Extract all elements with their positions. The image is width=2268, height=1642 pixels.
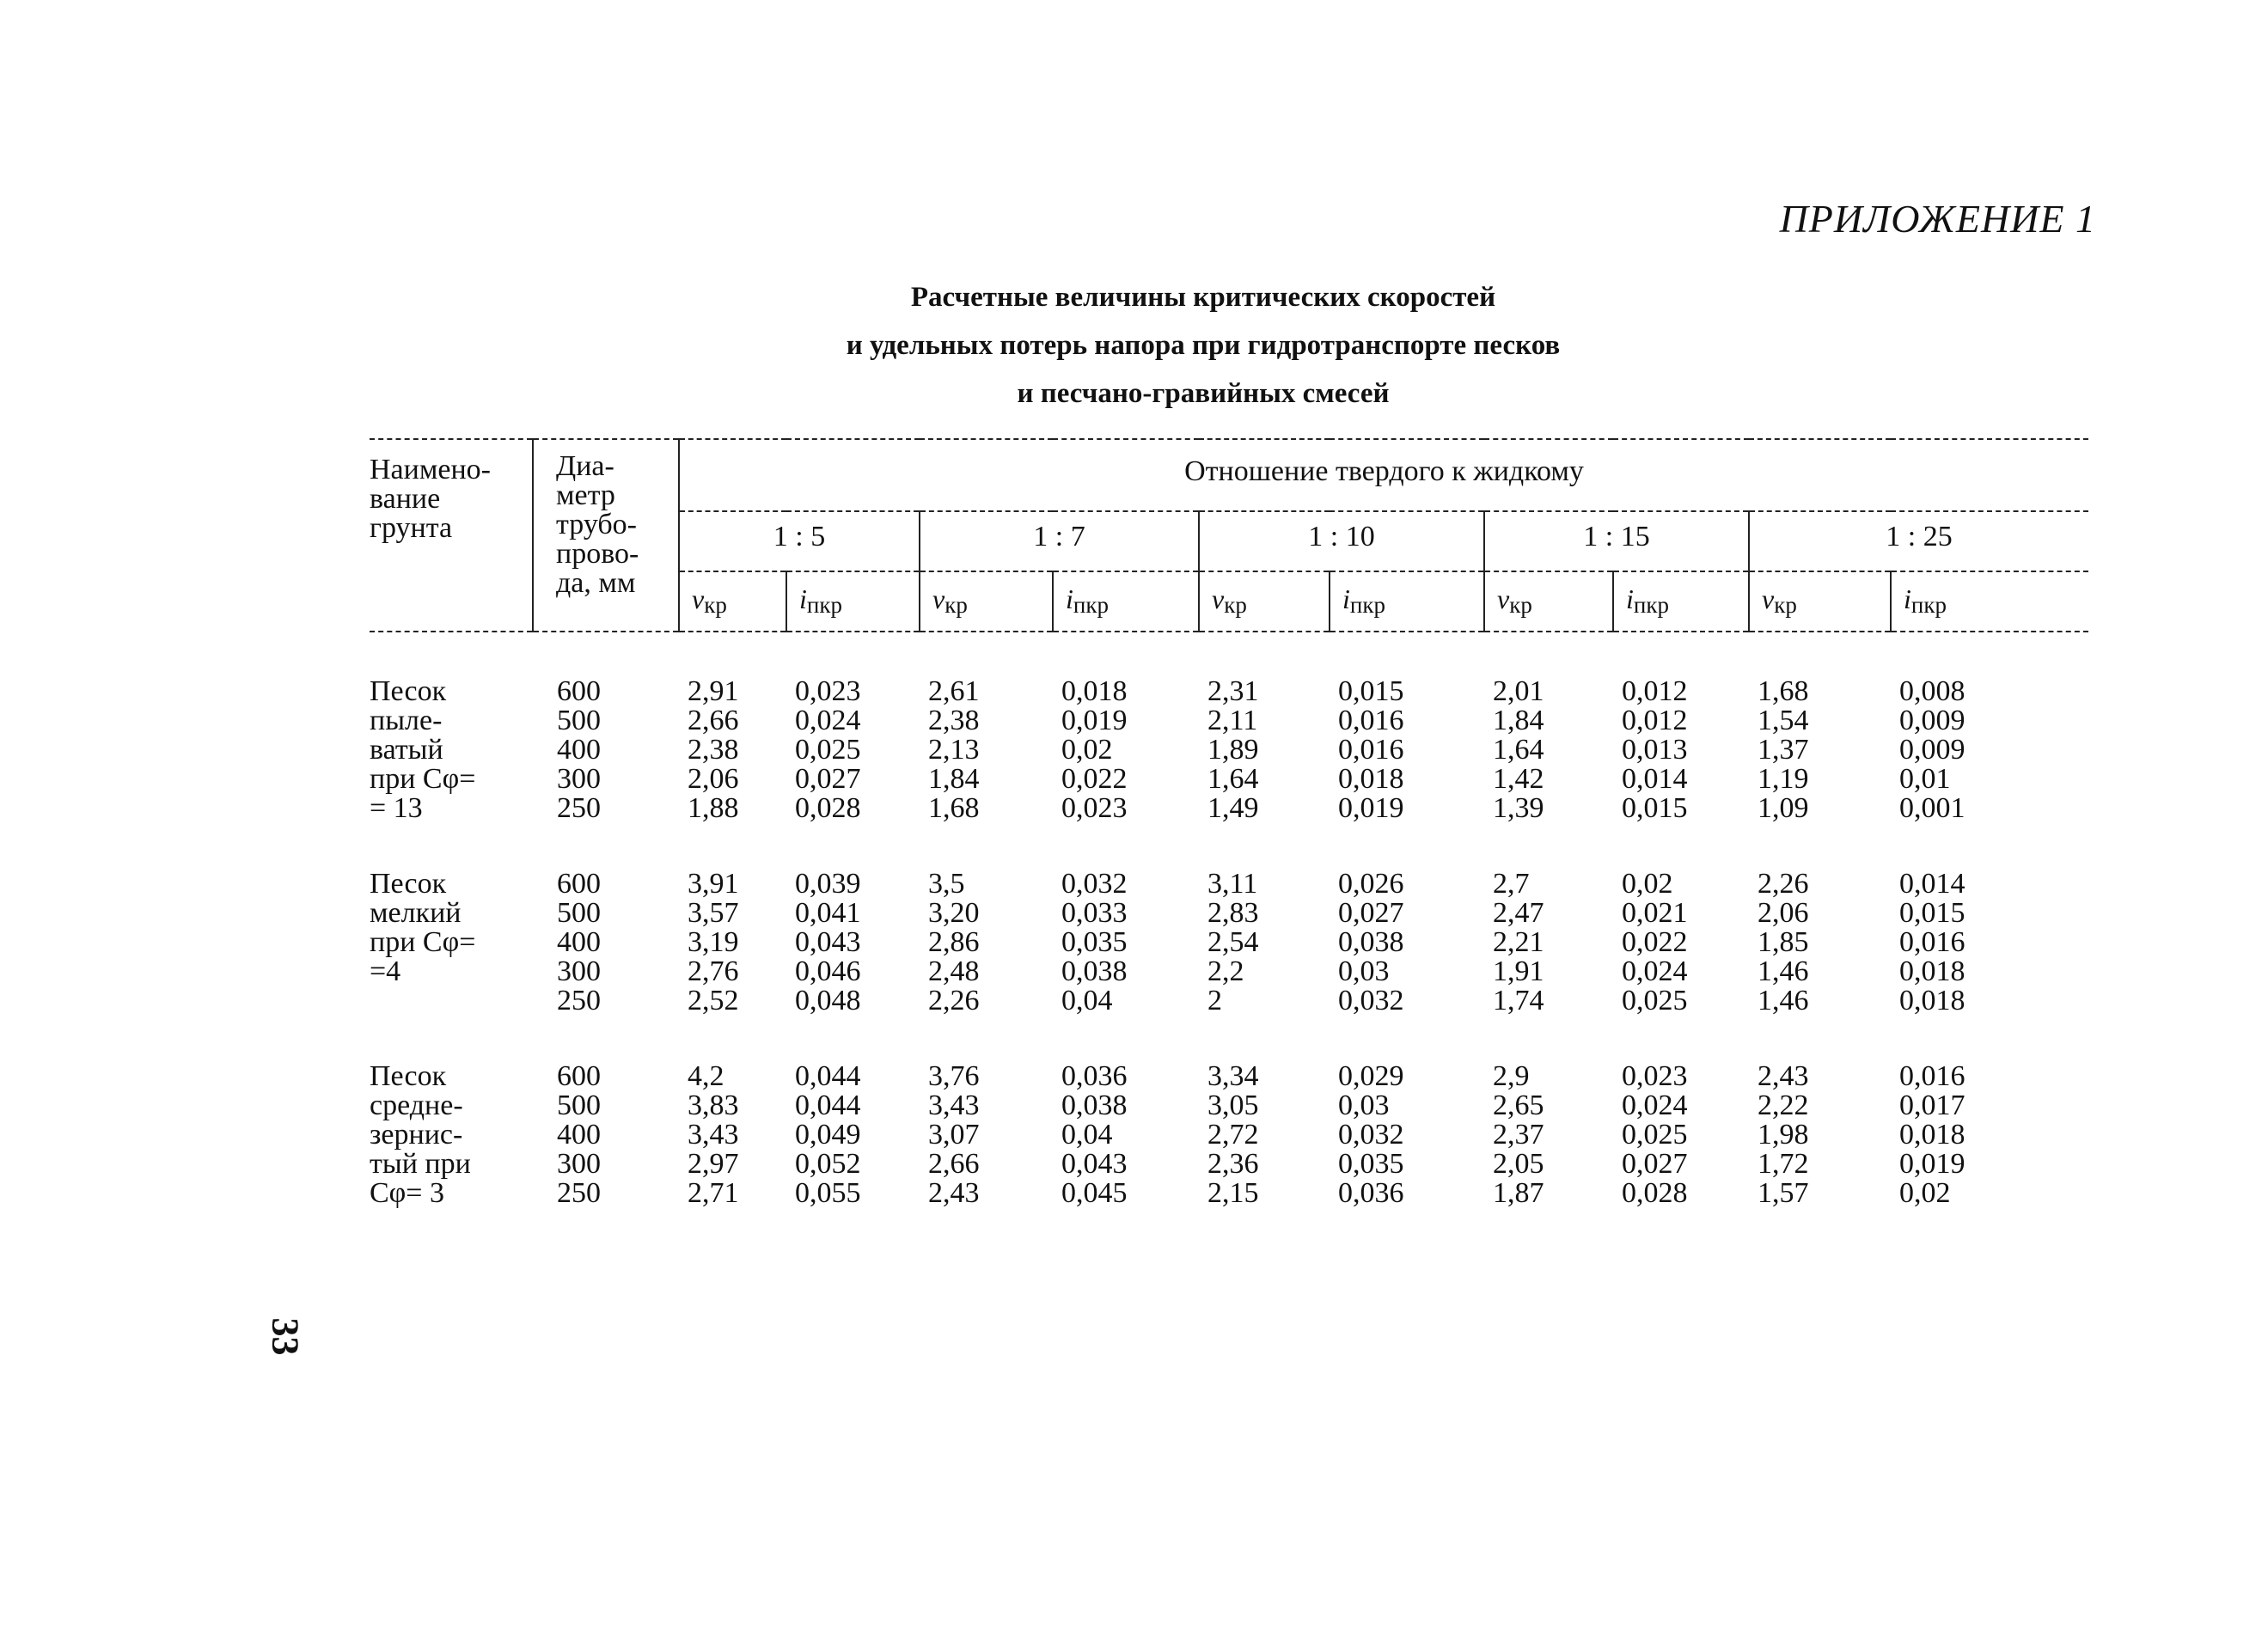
table-row	[370, 765, 2088, 794]
velocity-cell: 1,57	[1758, 1177, 1809, 1209]
velocity-cell: 1,54	[1758, 705, 1809, 736]
velocity-cell: 3,43	[688, 1119, 739, 1151]
head-loss-cell: 0,018	[1061, 675, 1128, 707]
table-row	[370, 706, 2088, 736]
velocity-cell: 3,07	[928, 1119, 980, 1151]
diameter-cell: 600	[557, 675, 601, 707]
head-loss-cell: 0,012	[1622, 705, 1688, 736]
velocity-cell: 1,88	[688, 792, 739, 824]
table-row	[370, 677, 2088, 706]
head-loss-cell: 0,035	[1338, 1148, 1404, 1180]
head-loss-cell: 0,028	[1622, 1177, 1688, 1209]
head-loss-cell: 0,04	[1061, 985, 1113, 1016]
head-loss-cell: 0,035	[1061, 926, 1128, 958]
velocity-cell: 1,68	[928, 792, 980, 824]
head-loss-cell: 0,038	[1061, 955, 1128, 987]
velocity-cell: 2,91	[688, 675, 739, 707]
velocity-cell: 1,46	[1758, 985, 1809, 1016]
head-loss-cell: 0,027	[795, 763, 861, 795]
velocity-cell: 3,11	[1207, 868, 1258, 900]
title-line-3: и песчано-гравийных смесей	[1017, 378, 1390, 409]
diameter-cell: 400	[557, 926, 601, 958]
velocity-cell: 1,98	[1758, 1119, 1809, 1151]
head-loss-cell: 0,03	[1338, 1090, 1390, 1121]
velocity-symbol-header: vкр	[920, 571, 1053, 632]
table-row	[370, 1179, 2088, 1208]
head-loss-cell: 0,045	[1061, 1177, 1128, 1209]
velocity-cell: 1,91	[1493, 955, 1544, 987]
head-loss-cell: 0,043	[795, 926, 861, 958]
head-loss-cell: 0,016	[1899, 926, 1965, 958]
head-loss-cell: 0,043	[1061, 1148, 1128, 1180]
velocity-cell: 3,91	[688, 868, 739, 900]
diameter-cell: 400	[557, 1119, 601, 1151]
velocity-cell: 2,38	[688, 734, 739, 766]
velocity-cell: 2,71	[688, 1177, 739, 1209]
ratio-header: 1 : 15	[1484, 511, 1749, 571]
head-loss-cell: 0,032	[1338, 985, 1404, 1016]
diameter-cell: 500	[557, 1090, 601, 1121]
head-loss-cell: 0,024	[1622, 1090, 1688, 1121]
ratio-header: 1 : 25	[1749, 511, 2088, 571]
velocity-cell: 1,87	[1493, 1177, 1544, 1209]
velocity-cell: 3,19	[688, 926, 739, 958]
head-loss-cell: 0,014	[1622, 763, 1688, 795]
table-row	[370, 736, 2088, 765]
head-loss-cell: 0,017	[1899, 1090, 1965, 1121]
velocity-cell: 3,5	[928, 868, 965, 900]
diameter-cell: 400	[557, 734, 601, 766]
head-loss-cell: 0,048	[795, 985, 861, 1016]
head-loss-cell: 0,02	[1061, 734, 1113, 766]
table-row	[370, 870, 2088, 899]
velocity-cell: 2,15	[1207, 1177, 1259, 1209]
head-loss-symbol-header: iпкр	[786, 571, 920, 632]
velocity-cell: 2,43	[1758, 1060, 1809, 1092]
velocity-cell: 2	[1207, 985, 1222, 1016]
diameter-cell: 500	[557, 705, 601, 736]
velocity-cell: 1,64	[1207, 763, 1259, 795]
diameter-cell: 300	[557, 1148, 601, 1180]
table-row	[370, 1062, 2088, 1091]
head-loss-cell: 0,018	[1899, 1119, 1965, 1151]
head-loss-cell: 0,027	[1338, 897, 1404, 929]
head-loss-symbol-header: iпкр	[1613, 571, 1749, 632]
head-loss-cell: 0,019	[1899, 1148, 1965, 1180]
table-row	[370, 957, 2088, 986]
head-loss-cell: 0,021	[1622, 897, 1688, 929]
velocity-cell: 2,13	[928, 734, 980, 766]
head-loss-cell: 0,026	[1338, 868, 1404, 900]
velocity-cell: 1,72	[1758, 1148, 1809, 1180]
head-loss-cell: 0,019	[1338, 792, 1404, 824]
head-loss-cell: 0,046	[795, 955, 861, 987]
velocity-cell: 4,2	[688, 1060, 724, 1092]
table-row	[370, 928, 2088, 957]
ratio-header: 1 : 10	[1199, 511, 1484, 571]
velocity-cell: 2,61	[928, 675, 980, 707]
head-loss-cell: 0,012	[1622, 675, 1688, 707]
diameter-cell: 600	[557, 1060, 601, 1092]
velocity-cell: 2,01	[1493, 675, 1544, 707]
head-loss-cell: 0,009	[1899, 705, 1965, 736]
velocity-cell: 1,49	[1207, 792, 1259, 824]
velocity-cell: 2,11	[1207, 705, 1258, 736]
velocity-cell: 2,26	[928, 985, 980, 1016]
velocity-cell: 2,65	[1493, 1090, 1544, 1121]
head-loss-cell: 0,055	[795, 1177, 861, 1209]
head-loss-cell: 0,015	[1622, 792, 1688, 824]
velocity-cell: 1,84	[928, 763, 980, 795]
head-loss-cell: 0,018	[1338, 763, 1404, 795]
head-loss-cell: 0,02	[1899, 1177, 1951, 1209]
velocity-cell: 3,05	[1207, 1090, 1259, 1121]
table-row	[370, 986, 2088, 1016]
header-soil-name: Наимено- вание грунта	[370, 439, 533, 632]
velocity-cell: 3,76	[928, 1060, 980, 1092]
head-loss-cell: 0,013	[1622, 734, 1688, 766]
head-loss-cell: 0,016	[1899, 1060, 1965, 1092]
table-title	[773, 273, 1633, 418]
velocity-cell: 2,66	[928, 1148, 980, 1180]
velocity-cell: 2,72	[1207, 1119, 1259, 1151]
head-loss-cell: 0,033	[1061, 897, 1128, 929]
diameter-cell: 600	[557, 868, 601, 900]
soil-name-cell: Песок средне- зернис- тый при Cφ= 3	[370, 1060, 471, 1209]
velocity-cell: 2,06	[1758, 897, 1809, 929]
velocity-cell: 1,68	[1758, 675, 1809, 707]
diameter-cell: 250	[557, 1177, 601, 1209]
velocity-cell: 2,22	[1758, 1090, 1809, 1121]
velocity-cell: 1,19	[1758, 763, 1809, 795]
critical-velocity-table	[370, 438, 2088, 1208]
head-loss-cell: 0,038	[1061, 1090, 1128, 1121]
velocity-cell: 2,86	[928, 926, 980, 958]
soil-name-cell: Песок пыле- ватый при Cφ= = 13	[370, 675, 476, 824]
head-loss-cell: 0,032	[1338, 1119, 1404, 1151]
header-solid-liquid-ratio: Отношение твердого к жидкому	[679, 439, 2088, 511]
velocity-symbol-header: vкр	[679, 571, 786, 632]
velocity-cell: 2,2	[1207, 955, 1244, 987]
head-loss-symbol-header: iпкр	[1053, 571, 1199, 632]
velocity-cell: 2,83	[1207, 897, 1259, 929]
velocity-cell: 1,89	[1207, 734, 1259, 766]
velocity-cell: 2,48	[928, 955, 980, 987]
diameter-cell: 300	[557, 955, 601, 987]
head-loss-cell: 0,041	[795, 897, 861, 929]
head-loss-cell: 0,044	[795, 1090, 861, 1121]
velocity-cell: 2,05	[1493, 1148, 1544, 1180]
velocity-cell: 3,20	[928, 897, 980, 929]
table-row	[370, 1091, 2088, 1120]
velocity-cell: 2,47	[1493, 897, 1544, 929]
head-loss-cell: 0,015	[1899, 897, 1965, 929]
table-row	[370, 1150, 2088, 1179]
velocity-cell: 2,31	[1207, 675, 1259, 707]
velocity-symbol-header: vкр	[1199, 571, 1330, 632]
head-loss-cell: 0,024	[1622, 955, 1688, 987]
velocity-cell: 3,34	[1207, 1060, 1259, 1092]
appendix-heading: ПРИЛОЖЕНИЕ 1	[1779, 197, 2096, 241]
head-loss-cell: 0,016	[1338, 705, 1404, 736]
diameter-cell: 250	[557, 792, 601, 824]
head-loss-cell: 0,019	[1061, 705, 1128, 736]
head-loss-cell: 0,038	[1338, 926, 1404, 958]
head-loss-cell: 0,027	[1622, 1148, 1688, 1180]
head-loss-cell: 0,036	[1338, 1177, 1404, 1209]
head-loss-cell: 0,022	[1061, 763, 1128, 795]
head-loss-cell: 0,03	[1338, 955, 1390, 987]
velocity-cell: 1,39	[1493, 792, 1544, 824]
velocity-cell: 2,7	[1493, 868, 1530, 900]
head-loss-cell: 0,029	[1338, 1060, 1404, 1092]
head-loss-cell: 0,023	[1061, 792, 1128, 824]
title-line-1: Расчетные величины критических скоростей	[910, 282, 1496, 313]
head-loss-cell: 0,032	[1061, 868, 1128, 900]
velocity-symbol-header: vкр	[1484, 571, 1613, 632]
velocity-cell: 2,97	[688, 1148, 739, 1180]
head-loss-cell: 0,025	[1622, 1119, 1688, 1151]
velocity-cell: 2,9	[1493, 1060, 1530, 1092]
velocity-cell: 1,85	[1758, 926, 1809, 958]
head-loss-symbol-header: iпкр	[1891, 571, 2088, 632]
velocity-cell: 2,26	[1758, 868, 1809, 900]
velocity-cell: 1,42	[1493, 763, 1544, 795]
velocity-cell: 2,37	[1493, 1119, 1544, 1151]
head-loss-cell: 0,015	[1338, 675, 1404, 707]
head-loss-cell: 0,018	[1899, 985, 1965, 1016]
head-loss-cell: 0,024	[795, 705, 861, 736]
velocity-cell: 3,83	[688, 1090, 739, 1121]
velocity-cell: 3,43	[928, 1090, 980, 1121]
head-loss-cell: 0,016	[1338, 734, 1404, 766]
head-loss-cell: 0,022	[1622, 926, 1688, 958]
head-loss-cell: 0,025	[795, 734, 861, 766]
velocity-cell: 2,52	[688, 985, 739, 1016]
head-loss-cell: 0,049	[795, 1119, 861, 1151]
diameter-cell: 250	[557, 985, 601, 1016]
velocity-cell: 1,74	[1493, 985, 1544, 1016]
head-loss-cell: 0,028	[795, 792, 861, 824]
velocity-cell: 1,84	[1493, 705, 1544, 736]
velocity-cell: 1,37	[1758, 734, 1809, 766]
table-row	[370, 794, 2088, 823]
head-loss-cell: 0,052	[795, 1148, 861, 1180]
diameter-cell: 300	[557, 763, 601, 795]
velocity-cell: 2,36	[1207, 1148, 1259, 1180]
velocity-cell: 1,09	[1758, 792, 1809, 824]
title-line-2: и удельных потерь напора при гидротранспорте песков	[846, 330, 1561, 361]
velocity-cell: 2,76	[688, 955, 739, 987]
head-loss-cell: 0,01	[1899, 763, 1951, 795]
head-loss-cell: 0,008	[1899, 675, 1965, 707]
velocity-cell: 2,21	[1493, 926, 1544, 958]
head-loss-cell: 0,001	[1899, 792, 1965, 824]
velocity-cell: 1,64	[1493, 734, 1544, 766]
velocity-cell: 1,46	[1758, 955, 1809, 987]
head-loss-cell: 0,04	[1061, 1119, 1113, 1151]
velocity-cell: 2,06	[688, 763, 739, 795]
head-loss-symbol-header: iпкр	[1330, 571, 1484, 632]
table-row	[370, 899, 2088, 928]
velocity-cell: 2,43	[928, 1177, 980, 1209]
velocity-cell: 2,54	[1207, 926, 1259, 958]
page-number: 33	[264, 1317, 307, 1356]
velocity-symbol-header: vкр	[1749, 571, 1891, 632]
head-loss-cell: 0,023	[1622, 1060, 1688, 1092]
soil-name-cell: Песок мелкий при Cφ= =4	[370, 868, 476, 987]
ratio-header: 1 : 5	[679, 511, 920, 571]
ratio-header: 1 : 7	[920, 511, 1199, 571]
head-loss-cell: 0,02	[1622, 868, 1673, 900]
head-loss-cell: 0,009	[1899, 734, 1965, 766]
diameter-cell: 500	[557, 897, 601, 929]
head-loss-cell: 0,025	[1622, 985, 1688, 1016]
velocity-cell: 3,57	[688, 897, 739, 929]
head-loss-cell: 0,014	[1899, 868, 1965, 900]
head-loss-cell: 0,039	[795, 868, 861, 900]
table-row	[370, 1120, 2088, 1150]
velocity-cell: 2,38	[928, 705, 980, 736]
velocity-cell: 2,66	[688, 705, 739, 736]
header-diameter: Диа- метр трубо- прово- да, мм	[533, 439, 679, 632]
head-loss-cell: 0,018	[1899, 955, 1965, 987]
head-loss-cell: 0,044	[795, 1060, 861, 1092]
head-loss-cell: 0,036	[1061, 1060, 1128, 1092]
head-loss-cell: 0,023	[795, 675, 861, 707]
